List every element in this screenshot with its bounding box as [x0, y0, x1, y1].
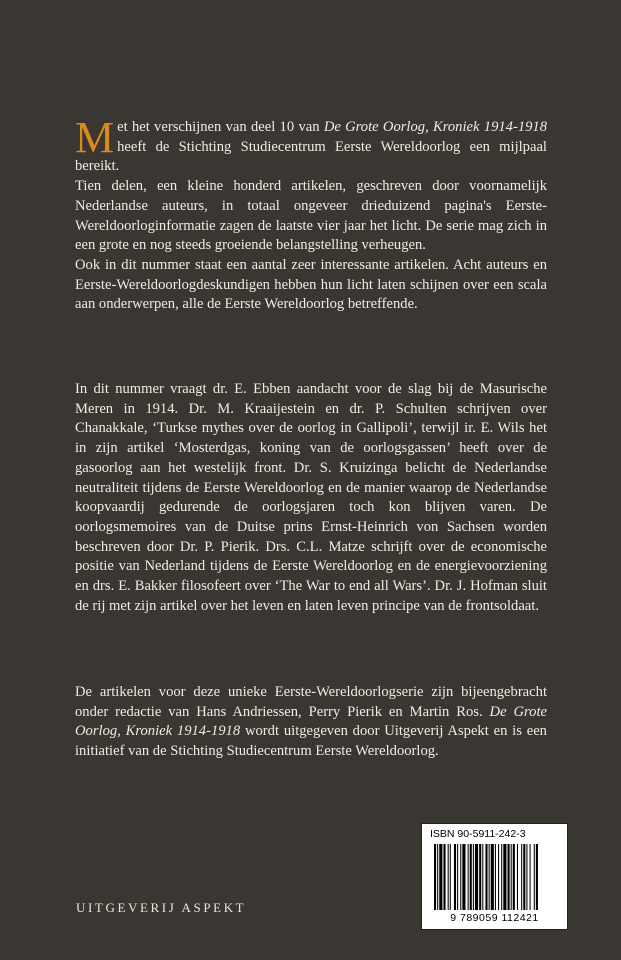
barcode-bar — [503, 844, 506, 910]
barcode-bar — [460, 844, 461, 910]
barcode-bar — [434, 844, 436, 910]
series-title: De Grote Oorlog, Kroniek 1914-1918 — [323, 119, 548, 135]
publisher-name: UITGEVERIJ ASPEKT — [76, 900, 247, 915]
barcode-bar — [470, 844, 472, 910]
barcode-bar — [454, 844, 456, 910]
barcode-bar — [526, 844, 527, 910]
drop-cap: M — [75, 113, 115, 162]
issue-summary: Ook in dit nummer staat een aantal zeer interessante artikelen. Acht auteurs en Eerste-Wereldoorlogdeskundigen hebben hun licht laten schijnen over een scala aan onderwerpen, alle de Eerste Wereldoorlog betreffende. — [75, 256, 547, 313]
barcode-icon — [434, 844, 557, 910]
barcode-bar — [450, 844, 451, 910]
editorial-paragraph — [75, 683, 547, 762]
barcode-bar — [479, 844, 481, 910]
barcode-bar — [462, 844, 465, 910]
barcode-bar — [530, 844, 531, 910]
contents-text-block — [75, 380, 547, 616]
barcode-bar — [443, 844, 445, 910]
barcode-bar — [498, 844, 499, 910]
contents-paragraph: In dit nummer vraagt dr. E. Ebben aandacht voor de slag bij de Masurische Meren in 1914. Dr. M. Kraaijestein en dr. P. Schulten schrijven over Chanakkale, ‘Turkse mythes over de oorlog in Gallipoli’, terwijl ir. E. Wils het in zijn artikel ‘Mosterdgas, koning van de oorlogsgassen’ heeft over de gasoorlog aan het westelijk front. Dr. S. Kruizinga belicht de Nederlandse neutraliteit tijdens de Eerste Wereldoorlog en de manier waarop de Nederlandse koopvaardij gedurende de oorlogsjaren toch kon blijven varen. De oorlogsmemoires van de Duitse prins Ernst-Heinrich von Sachsen worden beschreven door Dr. P. Pierik. Drs. C.L. Matze schrijft over de economische positie van Nederland tijdens de Eerste Wereldoorlog en de energievoorziening en drs. E. Bakker filosofeert over ‘The War to end all Wars’. Dr. J. Hofman sluit de rij met zijn artikel over het leven en laten leven principe van de frontsoldaat. — [75, 381, 547, 614]
barcode-bar — [475, 844, 478, 910]
barcode-bar — [501, 844, 502, 910]
barcode-bar — [457, 844, 458, 910]
barcode-bar — [482, 844, 483, 910]
intro-paragraph — [75, 113, 548, 177]
barcode-bar — [513, 844, 515, 910]
editorial-segment-end: wordt uitgegeven door Uitgeverij Aspekt en is een initiatief van de Stichting Studiecentrum Eerste Wereldoorlog. — [75, 723, 547, 760]
barcode-bar — [489, 844, 490, 910]
barcode-bar — [448, 844, 449, 910]
isbn-label: ISBN 90-5911-242-3 — [430, 828, 526, 840]
editorial-text-block — [75, 683, 547, 762]
barcode-bar — [523, 844, 525, 910]
intro-segment: et het verschijnen van deel 10 van — [117, 119, 324, 135]
barcode-bar — [534, 844, 535, 910]
barcode-bar — [491, 844, 494, 910]
barcode-bar — [437, 844, 438, 910]
series-title-2: De Grote Oorlog, Kroniek 1914-1918 — [75, 703, 547, 740]
barcode-bar — [508, 844, 510, 910]
isbn-barcode-box — [421, 823, 568, 930]
ean-digits: 9 789059 112421 — [450, 912, 539, 924]
editorial-segment: De artikelen voor deze unieke Eerste-Wereldoorlogserie zijn bijeengebracht onder redactie van Hans Andriessen, Perry Pierik en Martin Ros. — [75, 684, 547, 720]
barcode-bar — [536, 844, 538, 910]
intro-segment-end: heeft de Stichting Studiecentrum Eerste Wereldoorlog een mijlpaal bereikt. — [75, 138, 547, 175]
barcode-bar — [439, 844, 442, 910]
barcode-bar — [473, 844, 474, 910]
intro-text-block — [75, 113, 548, 315]
barcode-bar — [485, 844, 487, 910]
barcode-bar — [517, 844, 518, 910]
barcode-bar — [521, 844, 522, 910]
barcode-bar — [495, 844, 496, 910]
barcode-bar — [511, 844, 512, 910]
barcode-bar — [468, 844, 469, 910]
volume-summary: Tien delen, een kleine honderd artikelen, geschreven door voornamelijk Nederlandse auteurs, in totaal ongeveer drieduizend pagina's Eerste-Wereldoorloginformatie zagen de laatste vier jaar het licht. De serie mag zich in een grote en nog steeds groeiende belangstelling verheugen. — [75, 178, 547, 254]
